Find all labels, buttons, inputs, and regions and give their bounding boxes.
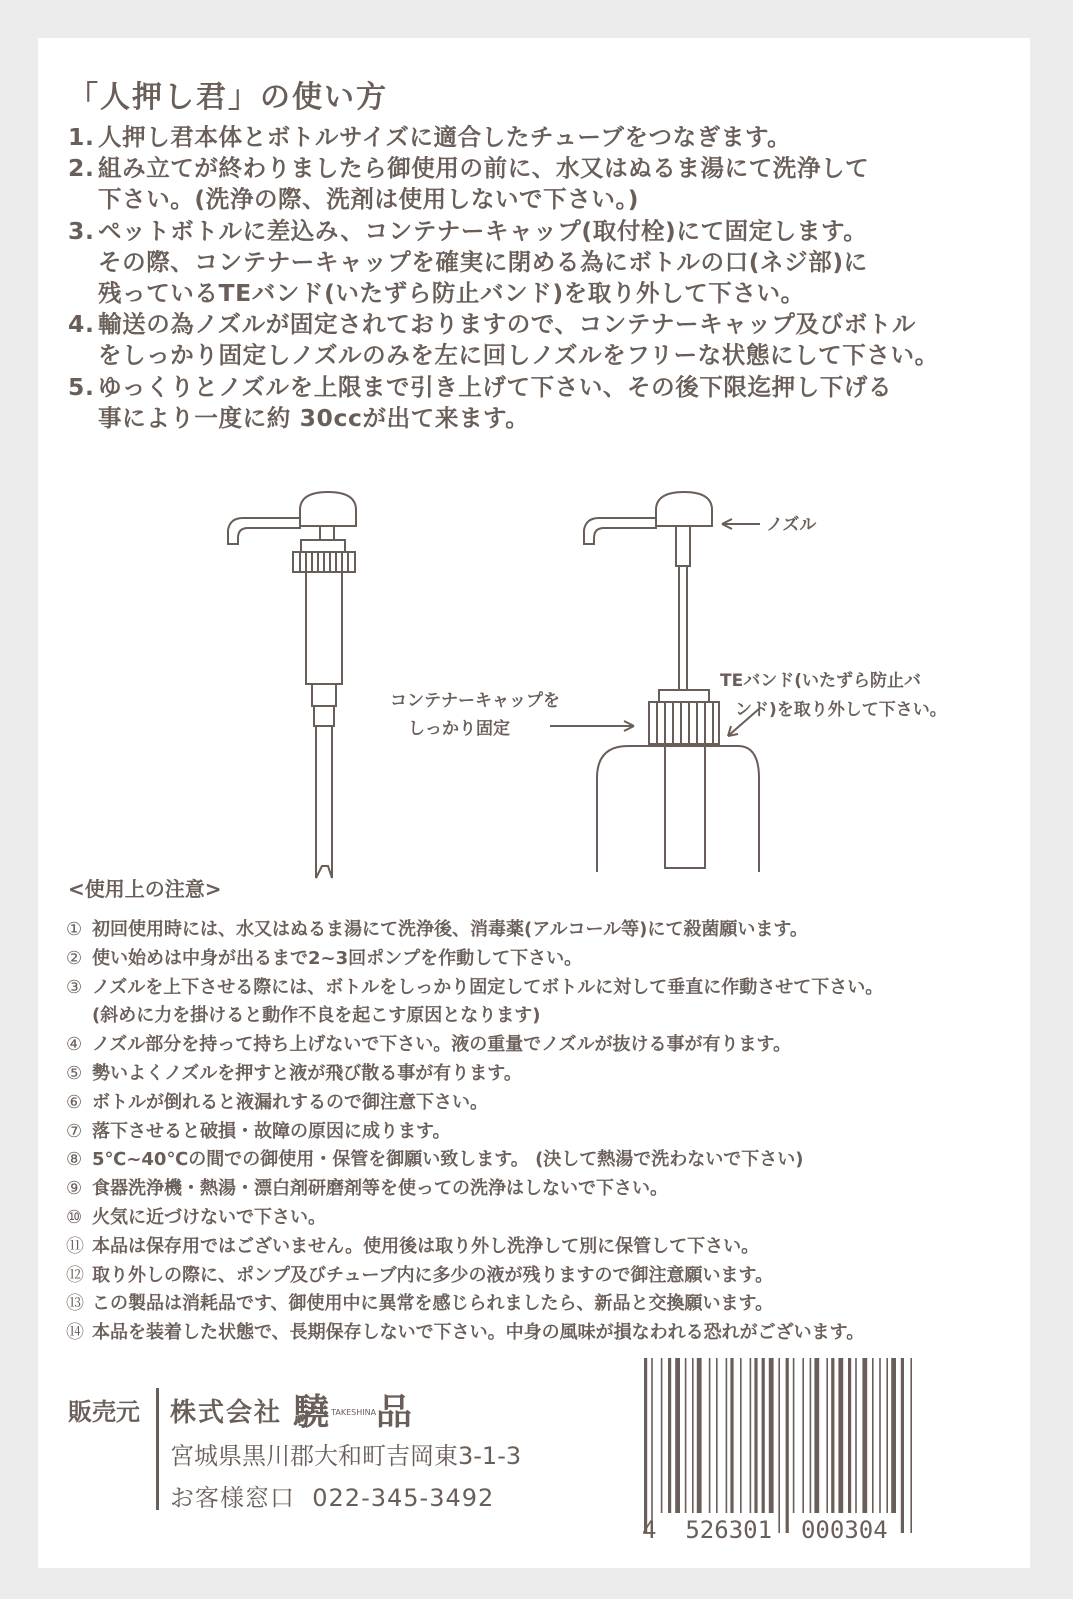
note-text <box>92 916 808 945</box>
barcode-bar <box>754 1358 757 1513</box>
note-item <box>66 1146 883 1175</box>
step-number: 4. <box>68 310 95 339</box>
barcode-bar <box>730 1358 733 1513</box>
barcode-bar <box>778 1358 780 1533</box>
note-number: ⑨ <box>66 1178 83 1200</box>
barcode-bar <box>675 1358 680 1513</box>
step-item <box>68 122 1008 153</box>
barcode-bar <box>793 1358 795 1513</box>
barcode-bar <box>872 1358 874 1513</box>
barcode-digits-left: 526301 <box>685 1516 773 1544</box>
page-title: 「人押し君」の使い方 <box>68 80 388 115</box>
barcode-bar <box>802 1358 804 1513</box>
note-text-line: ボトルが倒れると液漏れするので御注意下さい。 <box>92 1091 488 1113</box>
step-text-line: 残っているTEバンド(いたずら防止バンド)を取り外して下さい。 <box>98 279 805 308</box>
note-text-line: (斜めに力を掛けると動作不良を起こす原因となります) <box>92 1005 541 1027</box>
note-number: ② <box>66 947 83 969</box>
step-text <box>98 309 1008 371</box>
note-text-line: 勢いよくノズルを押すと液が飛び散る事が有ります。 <box>92 1062 522 1084</box>
step-text <box>98 153 1008 215</box>
step-text-line: をしっかり固定しノズルのみを左に回しノズルをフリーな状態にして下さい。 <box>98 341 939 370</box>
barcode-bar <box>750 1358 752 1513</box>
barcode-bar <box>685 1358 687 1513</box>
note-number: ⑩ <box>66 1206 83 1228</box>
step-item <box>68 216 1008 310</box>
seller-label: 販売元 <box>68 1398 140 1426</box>
step-text-line: 輸送の為ノズルが固定されておりますので、コンテナーキャップ及びボトル <box>98 310 916 339</box>
note-item <box>66 974 883 1032</box>
barcode-bar <box>891 1358 896 1513</box>
cap-arrow <box>550 721 634 731</box>
note-text <box>92 1290 773 1319</box>
note-number: ⑪ <box>66 1235 84 1257</box>
note-number: ④ <box>66 1034 83 1056</box>
step-text-line: 下さい。(洗浄の際、洗剤は使用しないで下さい。) <box>98 185 640 214</box>
note-item <box>66 945 883 974</box>
notes-heading: <使用上の注意> <box>68 877 222 901</box>
step-text <box>98 372 1008 434</box>
note-text <box>92 974 883 1032</box>
step-text-line: その際、コンテナーキャップを確実に閉める為にボトルの口(ネジ部)に <box>98 247 868 276</box>
note-text-line: 落下させると破損・故障の原因に成ります。 <box>92 1120 451 1142</box>
note-number: ① <box>66 919 83 940</box>
step-text <box>98 216 1008 310</box>
note-text-line: この製品は消耗品です、御使用中に異常を感じられましたら、新品と交換願います。 <box>92 1293 774 1315</box>
note-text-line: 5℃~40℃の間での御使用・保管を御願い致します。 (決して熱湯で洗わないで下さい) <box>92 1149 804 1171</box>
note-text <box>92 1175 668 1204</box>
cap-label-line1: コンテナーキャップを <box>390 691 560 711</box>
note-text <box>92 1031 791 1060</box>
note-text <box>92 1118 451 1147</box>
note-text-line: 初回使用時には、水又はぬるま湯にて洗浄後、消毒薬(アルコール等)にて殺菌願います。 <box>92 919 808 940</box>
barcode-bar <box>697 1358 702 1513</box>
barcode-bar <box>668 1358 671 1513</box>
barcode-bar <box>814 1358 819 1513</box>
barcode-bar <box>838 1358 843 1513</box>
barcode-bar <box>762 1358 765 1513</box>
note-text <box>92 1089 488 1118</box>
step-number: 3. <box>68 216 95 245</box>
barcode-bar <box>910 1358 912 1533</box>
barcode-bar <box>855 1358 857 1513</box>
barcode-bar <box>862 1358 867 1513</box>
company-address: 宮城県黒川郡大和町吉岡東3-1-3 <box>170 1442 522 1470</box>
note-text-line: 火気に近づけないで下さい。 <box>92 1206 326 1228</box>
step-item <box>68 372 1008 434</box>
note-text-line: 使い始めは中身が出るまで2~3回ポンプを作動して下さい。 <box>92 947 583 969</box>
note-item <box>66 1290 883 1319</box>
note-item <box>66 1175 883 1204</box>
step-text-line: 事により一度に約 30ccが出て来ます。 <box>98 403 530 432</box>
note-number: ⑥ <box>66 1091 83 1113</box>
te-band-label-line1: TEバンド(いたずら防止バ <box>720 671 921 691</box>
barcode-bar <box>769 1358 774 1513</box>
note-text-line: 取り外しの際に、ポンプ及びチューブ内に多少の液が残りますので御注意願います。 <box>92 1264 774 1286</box>
barcode-bar <box>901 1358 904 1533</box>
barcode-bar <box>786 1358 789 1533</box>
step-text-line: 人押し君本体とボトルサイズに適合したチューブをつなぎます。 <box>98 123 792 151</box>
company-romaji: TAKESHINA <box>331 1408 377 1417</box>
barcode-bar <box>826 1358 828 1513</box>
company-prefix: 株式会社 <box>170 1398 283 1428</box>
barcode-bar <box>709 1358 711 1513</box>
note-item <box>66 1031 883 1060</box>
barcode <box>638 1358 1003 1538</box>
note-number: ③ <box>66 976 83 998</box>
step-text-line: ゆっくりとノズルを上限まで引き上げて下さい、その後下限迄押し下げる <box>98 372 893 401</box>
barcode-bar <box>661 1358 663 1513</box>
company-char-2: 品 <box>376 1392 415 1433</box>
step-text-line: ペットボトルに差込み、コンテナーキャップ(取付栓)にて固定します。 <box>98 216 868 245</box>
note-number: ⑭ <box>66 1322 84 1344</box>
nozzle-label: ノズル <box>766 515 817 535</box>
note-text-line: 本品を装着した状態で、長期保存しないで下さい。中身の風味が損なわれる恐れがございます。 <box>92 1322 865 1344</box>
note-text <box>92 1060 522 1089</box>
cap-label-line2: しっかり固定 <box>408 719 510 739</box>
company-name <box>170 1384 414 1435</box>
note-text-line: ノズルを上下させる際には、ボトルをしっかり固定してボトルに対して垂直に作動させて下さい。 <box>92 976 884 998</box>
barcode-bar <box>740 1358 742 1513</box>
instruction-card <box>38 38 1030 1568</box>
barcode-bar <box>644 1358 647 1533</box>
note-text <box>92 1146 804 1175</box>
step-number: 2. <box>68 154 95 183</box>
step-text <box>98 122 1008 153</box>
barcode-bar <box>810 1358 812 1513</box>
barcode-digits <box>642 1516 888 1544</box>
note-text <box>92 1262 773 1291</box>
note-item <box>66 1319 883 1348</box>
usage-steps <box>68 122 1008 434</box>
note-text-line: 本品は保存用ではございません。使用後は取り外し洗浄して別に保管して下さい。 <box>92 1235 760 1257</box>
phone-label: お客様窓口 <box>170 1484 295 1512</box>
note-number: ⑧ <box>66 1149 83 1171</box>
barcode-bar <box>716 1358 718 1513</box>
pump-diagram <box>38 468 1030 908</box>
barcode-bar <box>886 1358 888 1513</box>
step-number: 5. <box>68 372 95 401</box>
note-text <box>92 945 582 974</box>
barcode-bar <box>726 1358 728 1513</box>
note-text-line: ノズル部分を持って持ち上げないで下さい。液の重量でノズルが抜ける事が有ります。 <box>92 1034 792 1056</box>
note-text <box>92 1319 864 1348</box>
barcode-bar <box>848 1358 851 1513</box>
step-item <box>68 153 1008 215</box>
step-number: 1. <box>68 123 95 151</box>
note-item <box>66 1233 883 1262</box>
customer-phone <box>170 1478 494 1513</box>
note-text <box>92 1233 759 1262</box>
note-text <box>92 1204 326 1233</box>
barcode-digits-right: 000304 <box>800 1516 888 1544</box>
note-number: ⑬ <box>66 1293 84 1315</box>
note-number: ⑦ <box>66 1120 83 1142</box>
note-item <box>66 1089 883 1118</box>
note-number: ⑫ <box>66 1264 84 1286</box>
barcode-bar <box>879 1358 881 1513</box>
seller-divider <box>156 1388 159 1510</box>
step-text-line: 組み立てが終わりましたら御使用の前に、水又はぬるま湯にて洗浄して <box>98 154 870 183</box>
note-item <box>66 916 883 945</box>
barcode-bar <box>692 1358 694 1513</box>
note-item <box>66 1060 883 1089</box>
note-number: ⑤ <box>66 1062 83 1084</box>
note-item <box>66 1262 883 1291</box>
barcode-bar <box>831 1358 834 1513</box>
note-item <box>66 1204 883 1233</box>
nozzle-arrow <box>722 519 760 529</box>
te-band-label-line2: ンド)を取り外して下さい。 <box>735 700 947 720</box>
barcode-bar <box>651 1358 653 1533</box>
note-text-line: 食器洗浄機・熱湯・漂白剤研磨剤等を使っての洗浄はしないで下さい。 <box>92 1178 668 1200</box>
barcode-digit-first: 4 <box>642 1516 657 1544</box>
step-item <box>68 309 1008 371</box>
company-char-1: 驍 <box>293 1392 332 1433</box>
phone-number: 022-345-3492 <box>312 1484 495 1512</box>
pump-left-illustration <box>228 492 356 878</box>
usage-notes <box>66 916 883 1348</box>
note-item <box>66 1118 883 1147</box>
